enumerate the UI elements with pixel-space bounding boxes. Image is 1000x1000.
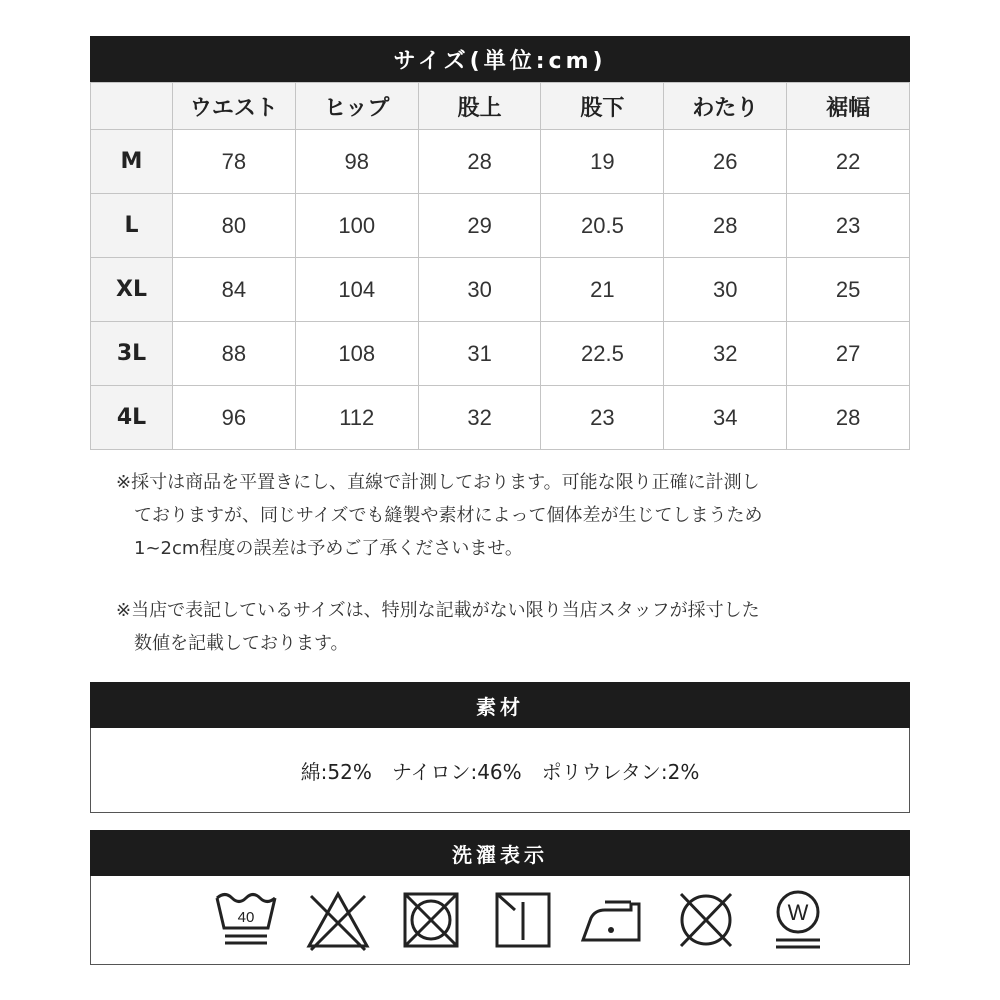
header-inseam: 股下 bbox=[541, 83, 664, 130]
table-cell: 19 bbox=[541, 130, 664, 194]
iron-low-icon bbox=[579, 888, 649, 954]
table-cell: 96 bbox=[173, 386, 296, 450]
care-panel bbox=[90, 876, 910, 965]
table-row bbox=[91, 322, 910, 386]
table-cell: 34 bbox=[664, 386, 787, 450]
size-table-header bbox=[91, 83, 910, 130]
table-cell: 30 bbox=[664, 258, 787, 322]
row-size-label: M bbox=[91, 130, 173, 194]
no-bleach-icon bbox=[303, 888, 373, 954]
table-cell: 22 bbox=[787, 130, 910, 194]
measurement-note bbox=[116, 466, 836, 565]
size-source-note bbox=[116, 594, 836, 660]
header-waist: ウエスト bbox=[173, 83, 296, 130]
no-dry-clean-icon bbox=[671, 888, 741, 954]
material-section-title: 素材 bbox=[90, 682, 910, 728]
table-cell: 84 bbox=[173, 258, 296, 322]
header-hip: ヒップ bbox=[295, 83, 418, 130]
header-rise: 股上 bbox=[418, 83, 541, 130]
table-cell: 28 bbox=[787, 386, 910, 450]
row-size-label: L bbox=[91, 194, 173, 258]
table-cell: 32 bbox=[418, 386, 541, 450]
wash-tub-40-icon bbox=[211, 888, 281, 954]
table-cell: 23 bbox=[541, 386, 664, 450]
table-row bbox=[91, 194, 910, 258]
table-cell: 80 bbox=[173, 194, 296, 258]
table-cell: 27 bbox=[787, 322, 910, 386]
table-cell: 104 bbox=[295, 258, 418, 322]
size-table bbox=[90, 82, 910, 450]
table-cell: 108 bbox=[295, 322, 418, 386]
header-thigh: わたり bbox=[664, 83, 787, 130]
table-cell: 31 bbox=[418, 322, 541, 386]
note-line: 1~2cm程度の誤差は予めご了承くださいませ。 bbox=[134, 538, 523, 559]
table-cell: 22.5 bbox=[541, 322, 664, 386]
table-cell: 26 bbox=[664, 130, 787, 194]
row-size-label: 4L bbox=[91, 386, 173, 450]
table-cell: 30 bbox=[418, 258, 541, 322]
table-row bbox=[91, 130, 910, 194]
table-cell: 78 bbox=[173, 130, 296, 194]
note-line: 数値を記載しております。 bbox=[134, 633, 349, 654]
material-panel bbox=[90, 728, 910, 813]
note-line: ておりますが、同じサイズでも縫製や素材によって個体差が生じてしまうため bbox=[134, 505, 763, 526]
table-cell: 23 bbox=[787, 194, 910, 258]
table-cell: 32 bbox=[664, 322, 787, 386]
header-corner bbox=[91, 83, 173, 130]
table-cell: 28 bbox=[418, 130, 541, 194]
material-composition: 綿:52% ナイロン:46% ポリウレタン:2% bbox=[300, 759, 700, 784]
size-section-title: サイズ(単位:cm) bbox=[90, 36, 910, 82]
wet-clean-label: W bbox=[787, 900, 809, 925]
table-cell: 29 bbox=[418, 194, 541, 258]
wash-temperature-label: 40 bbox=[237, 909, 255, 926]
table-cell: 20.5 bbox=[541, 194, 664, 258]
line-dry-shade-icon bbox=[487, 888, 557, 954]
table-cell: 28 bbox=[664, 194, 787, 258]
note-line: ※採寸は商品を平置きにし、直線で計測しております。可能な限り正確に計測し bbox=[116, 472, 760, 493]
table-cell: 112 bbox=[295, 386, 418, 450]
row-size-label: XL bbox=[91, 258, 173, 322]
table-cell: 88 bbox=[173, 322, 296, 386]
table-row bbox=[91, 258, 910, 322]
table-cell: 100 bbox=[295, 194, 418, 258]
note-line: ※当店で表記しているサイズは、特別な記載がない限り当店スタッフが採寸した bbox=[116, 600, 760, 621]
table-cell: 21 bbox=[541, 258, 664, 322]
table-cell: 25 bbox=[787, 258, 910, 322]
wet-clean-gentle-icon bbox=[763, 888, 833, 954]
row-size-label: 3L bbox=[91, 322, 173, 386]
table-row bbox=[91, 386, 910, 450]
care-section-title: 洗濯表示 bbox=[90, 830, 910, 876]
header-hem-width: 裾幅 bbox=[787, 83, 910, 130]
table-cell: 98 bbox=[295, 130, 418, 194]
no-tumble-dry-icon bbox=[395, 888, 465, 954]
